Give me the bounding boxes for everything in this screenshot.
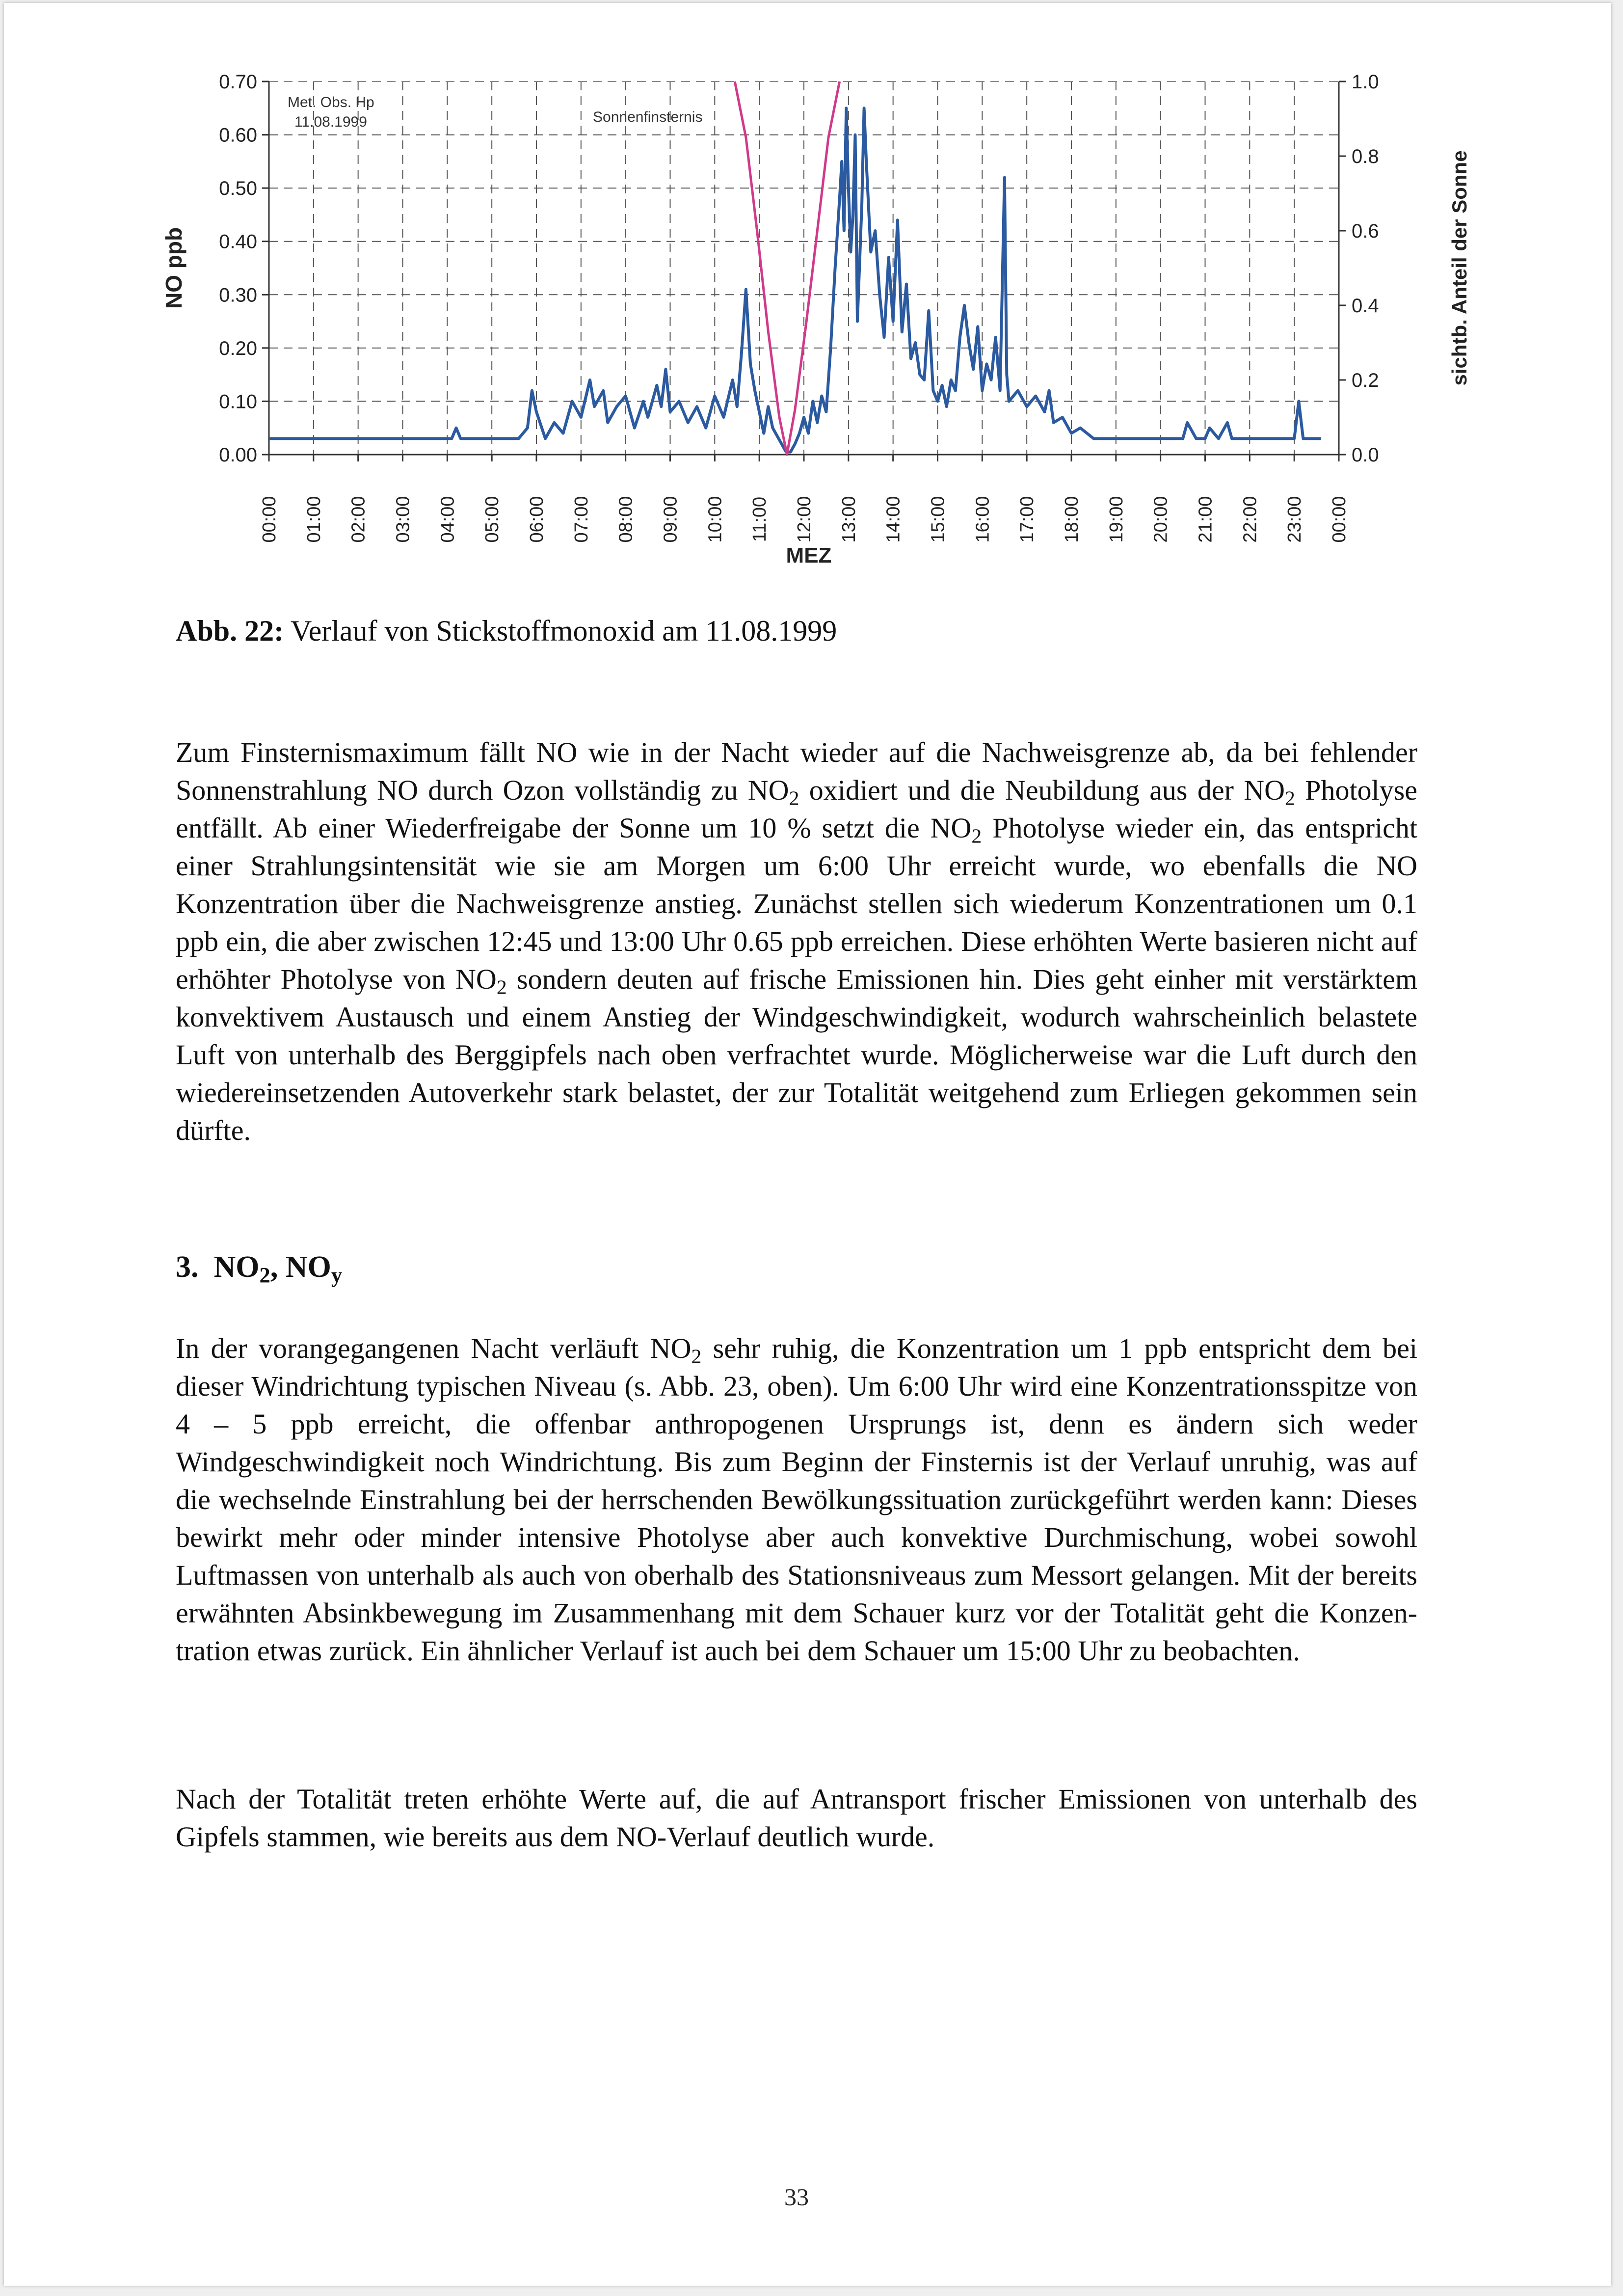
x-tick-label: 01:00 [303,496,324,543]
x-tick-label: 16:00 [972,496,993,543]
x-axis-label: MEZ [786,543,832,567]
y2-tick-label: 0.6 [1352,220,1379,242]
x-tick-label: 12:00 [794,496,815,543]
y-tick-label: 0.30 [219,284,257,306]
y-tick-label: 0.60 [219,124,257,146]
x-tick-label: 10:00 [705,496,726,543]
figure-caption [176,614,837,648]
caption-text: Verlauf von Stickstoffmonoxid am 11.08.1999 [284,615,837,647]
paragraph-no2-night: In der vorangegangenen Nacht verläuft $NO_2$ sehr ruhig, die Konzentration um 1 ppb entspricht dem bei dieser Windrichtung typischen Niveau (s. Abb. 23, oben). Um 6:00 Uhr wird eine Konzentrationsspitze von 4 – 5 ppb erreicht, die offenbar anthropogenen Ursprungs ist, denn es ändern sich weder Windgeschwindigkeit noch Windrichtung. Bis zum Beginn der Finsternis ist der Verlauf unruhig, was auf die wechselnde Einstrahlung bei der herrschenden Bewölkungssituation zurückgeführt werden kann: Dieses bewirkt mehr oder minder intensive Photolyse aber auch konvektive Durchmischung, wobei sowohl Luftmassen von unterhalb als auch von oberhalb des Stationsniveaus zum Messort gelangen. Mit der bereits erwähnten Absinkbewegung im Zusammenhang mit dem Schauer kurz vor der Totalität geht die Konzentration etwas zurück. Ein ähnlicher Verlauf ist auch bei dem Schauer um 15:00 Uhr zu beobachten. [176,1332,1417,1667]
x-tick-label: 14:00 [883,496,904,543]
x-tick-label: 19:00 [1106,496,1127,543]
x-tick-label: 17:00 [1017,496,1038,543]
no-chart [161,67,1496,597]
section-heading: 3. $NO_2$, $NO_y$ [176,1250,343,1288]
x-tick-label: 22:00 [1240,496,1261,543]
y2-tick-label: 0.0 [1352,444,1379,466]
y-tick-label: 0.20 [219,337,257,359]
x-tick-label: 02:00 [348,496,369,543]
chart-svg [161,67,1496,597]
paragraph-no-eclipse: Zum Finsternismaximum fällt NO wie in der Nacht wieder auf die Nachweisgrenze ab, da bei fehlender Sonnenstrahlung NO durch Ozon vollständig zu $NO_2$ oxidiert und die Neubildung aus der $NO_2$ Photolyse entfällt. Ab einer Wiederfreigabe der Sonne um 10 % setzt die $NO_2$ Photolyse wieder ein, das entspricht einer Strahlungsintensität wie sie am Morgen um 6:00 Uhr erreicht wurde, wo ebenfalls die NO Konzentration über die Nachweisgrenze anstieg. Zunächst stellen sich wiederum Konzentrationen um 0.1 ppb ein, die aber zwischen 12:45 und 13:00 Uhr 0.65 ppb erreichen. Diese erhöhten Werte basieren nicht auf erhöhter Photolyse von $NO_2$ sondern deuten auf frische Emissionen hin. Dies geht einher mit verstärktem konvektivem Austausch und einem Anstieg der Windgeschwindigkeit, wodurch wahrscheinlich belastete Luft von unterhalb des Berggipfels nach oben verfrachtet wurde. Möglicherweise war die Luft durch den wiedereinsetzenden Autoverkehr stark belastet, der zur Totalität weitgehend zum Erliegen gekommen sein dürfte. [176,736,1418,1146]
paragraph-after-totality: Nach der Totalität treten erhöhte Werte auf, die auf Antransport frischer Emissionen von unterhalb des Gipfels stammen, wie bereits aus dem NO-Verlauf deutlich wurde. [176,1783,1417,1853]
legend-date: 11.08.1999 [294,114,367,130]
x-tick-label: 09:00 [660,496,681,543]
page-number: 33 [784,2183,809,2211]
x-tick-label: 04:00 [437,496,458,543]
x-tick-label: 08:00 [615,496,637,543]
document-page [4,3,1611,2286]
x-tick-label: 15:00 [928,496,949,543]
x-tick-label: 18:00 [1062,496,1082,543]
y-axis-label: NO ppb [161,227,186,309]
x-tick-label: 20:00 [1150,496,1171,543]
y2-tick-label: 0.4 [1352,295,1379,317]
x-tick-label: 13:00 [838,496,859,543]
y2-tick-label: 1.0 [1352,71,1379,93]
legend-eclipse: Sonnenfinsternis [593,109,703,125]
y2-tick-label: 0.8 [1352,146,1379,167]
y-tick-label: 0.00 [219,444,257,466]
y-tick-label: 0.70 [219,71,257,93]
caption-label: Abb. 22: [176,615,284,647]
x-tick-label: 00:00 [259,496,280,543]
chart-series [269,81,1321,455]
x-tick-label: 06:00 [527,496,547,543]
legend-station: Met. Obs. Hp [288,94,374,110]
y2-axis-label: sichtb. Anteil der Sonne [1448,150,1471,386]
x-tick-label: 00:00 [1329,496,1350,543]
x-tick-label: 11:00 [749,496,771,542]
x-tick-label: 03:00 [393,496,414,543]
x-tick-label: 07:00 [571,496,592,543]
y-tick-label: 0.10 [219,391,257,413]
y2-tick-label: 0.2 [1352,370,1379,391]
y-tick-label: 0.50 [219,178,257,200]
x-tick-label: 21:00 [1195,496,1216,543]
chart-grid [269,81,1339,455]
y-tick-label: 0.40 [219,231,257,253]
x-tick-label: 05:00 [482,496,503,543]
x-tick-label: 23:00 [1284,496,1305,543]
